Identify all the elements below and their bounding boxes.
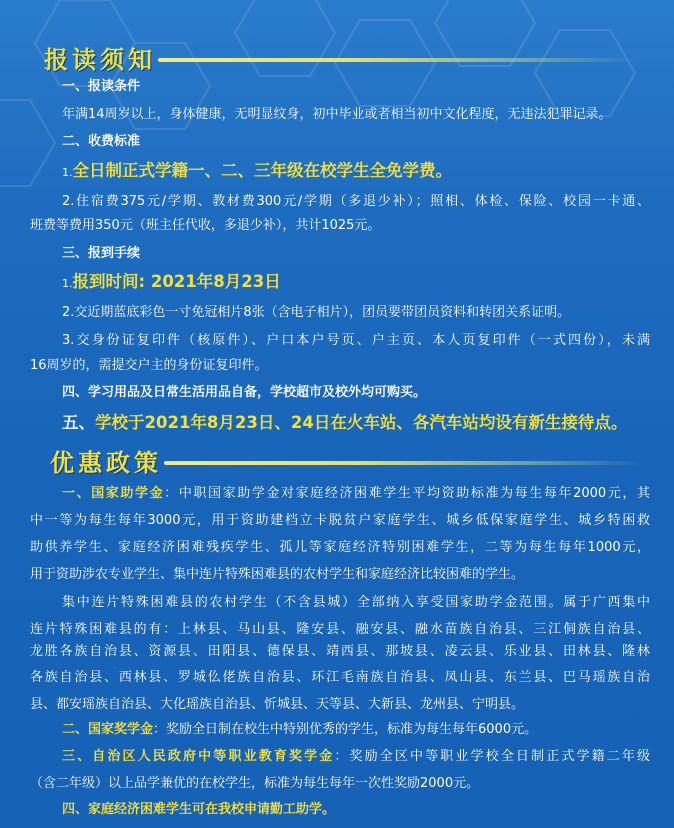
regional-scholarship-text: ：奖励全区中等职业学校全日制正式学籍二年级 <box>334 749 650 764</box>
registration-item-3-line1: 3.交身份证复印件（核原件）、户口本户号页、户主页、本人页复印件（一式四份），未满 <box>62 333 650 348</box>
heading-supplies: 四、学习用品及日常生活用品自备，学校超市及校外均可购买。 <box>62 385 427 400</box>
reception-text: 学校于2021年8月23日、24日在火车站、各汽车站均设有新生接待点。 <box>95 413 628 432</box>
counties-line4: 各族自治县、西林县、罗城仫佬族自治县、环江毛南族自治县、凤山县、东兰县、巴马瑶族自治 <box>30 670 650 685</box>
fee-item-1-number: 1. <box>62 166 73 179</box>
national-scholarship-label: 二、国家奖学金 <box>62 722 154 737</box>
title-divider <box>164 461 644 465</box>
heading-fees: 二、收费标准 <box>62 134 141 149</box>
national-grant-line3: 助供养学生、家庭经济困难残疾学生、孤儿等家庭经济特别困难学生，二等为每生每年1000元， <box>30 540 650 555</box>
national-grant-line4: 用于资助涉农专业学生、集中连片特殊困难县的农村学生和家庭经济比较困难的学生。 <box>30 567 525 582</box>
title-divider <box>158 58 638 62</box>
registration-item-1 <box>62 271 650 293</box>
heading-reception <box>62 412 650 434</box>
heading-registration: 三、报到手续 <box>62 246 141 261</box>
registration-item-2: 2.交近期蓝底彩色一寸免冠相片8张（含电子相片），团员要带团员资料和转团关系证明。 <box>62 305 571 320</box>
section-title-policies: 优惠政策 <box>50 448 162 477</box>
registration-item-1-number: 1. <box>62 277 73 290</box>
fee-item-2-line2: 班费等费用350元（班主任代收，多退少补），共计1025元。 <box>30 218 381 233</box>
reception-prefix: 五、 <box>62 413 95 432</box>
counties-line5: 县、都安瑶族自治县、大化瑶族自治县、忻城县、天等县、大新县、龙州县、宁明县。 <box>30 697 525 712</box>
counties-line3: 龙胜各族自治县、资源县、田阳县、德保县、靖西县、那坡县、凌云县、乐业县、田林县、隆林 <box>30 644 650 659</box>
national-scholarship <box>62 719 650 741</box>
national-grant-line2: 中一等为每生每年3000元，用于资助建档立卡脱贫户家庭学生、城乡低保家庭学生、城乡特困救 <box>30 513 650 528</box>
national-grant-label: 一、国家助学金 <box>62 486 165 501</box>
fee-item-1 <box>62 160 650 182</box>
requirements-text: 年满14周岁以上，身体健康，无明显纹身，初中毕业或者相当初中文化程度，无违法犯罪记录。 <box>62 107 612 122</box>
national-grant-line1 <box>62 483 650 505</box>
regional-scholarship-line2: （含二年级）以上品学兼优的在校学生，标准为每生每年一次性奖励2000元。 <box>30 776 480 791</box>
registration-date: 报到时间: 2021年8月23日 <box>72 272 281 291</box>
national-scholarship-text: ：奖励全日制在校生中特别优秀的学生，标准为每生每年6000元。 <box>153 722 538 737</box>
registration-item-3-line2: 16周岁的，需提交户主的身份证复印件。 <box>30 358 268 373</box>
national-grant-text: ：中职国家助学金对家庭经济困难学生平均资助标准为每生每年2000元，其 <box>164 486 650 501</box>
section-title-enrollment: 报读须知 <box>44 45 156 74</box>
work-study: 四、家庭经济困难学生可在我校申请勤工助学。 <box>62 802 336 817</box>
regional-scholarship-line1 <box>62 746 650 768</box>
fee-item-1-text: 全日制正式学籍一、二、三年级在校学生全免学费。 <box>72 161 452 180</box>
counties-line2: 连片特殊困难县的有：上林县、马山县、隆安县、融安县、融水苗族自治县、三江侗族自治县、 <box>30 622 650 637</box>
fee-item-2-line1: 2.住宿费375元/学期、教材费300元/学期（多退少补）；照相、体检、保险、校园一卡通、 <box>62 194 650 209</box>
regional-scholarship-label: 三、自治区人民政府中等职业教育奖学金 <box>62 749 335 764</box>
heading-requirements: 一、报读条件 <box>62 79 141 94</box>
counties-line1: 集中连片特殊困难县的农村学生（不含县城）全部纳入享受国家助学金范围。属于广西集中 <box>62 595 650 610</box>
